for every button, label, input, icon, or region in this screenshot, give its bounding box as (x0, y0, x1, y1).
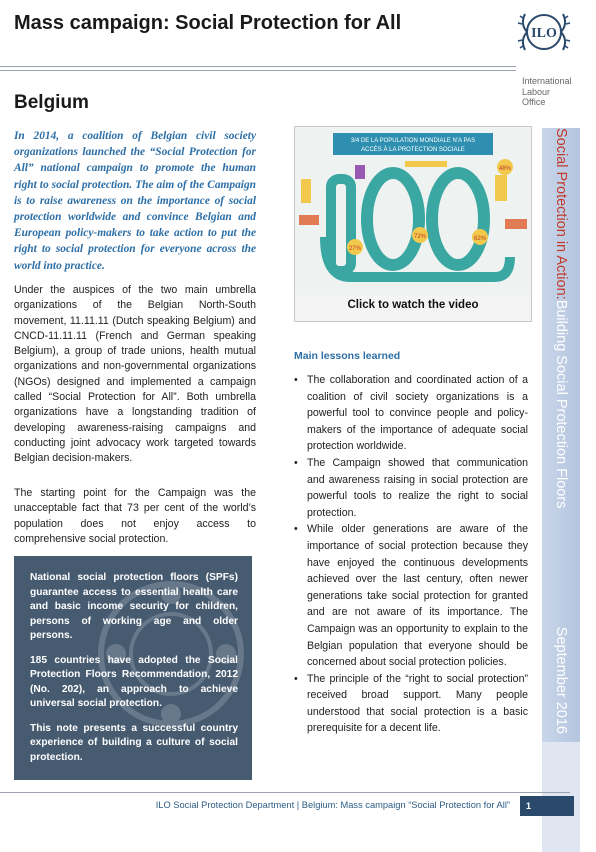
highlight-paragraph-1: National social protection floors (SPFs) guarantee access to essential health care and basic income security for children, persons of working age and older persons. (30, 572, 238, 641)
footer-divider (0, 792, 570, 793)
lessons-heading: Main lessons learned (294, 350, 401, 362)
bullet: • (294, 456, 298, 469)
campaign-infographic (295, 127, 531, 295)
list-item (294, 372, 528, 455)
lessons-list (294, 372, 528, 737)
page-number: 1 (520, 796, 574, 816)
video-thumbnail[interactable] (294, 126, 532, 322)
list-item (294, 671, 528, 737)
percent-label: 27% (348, 246, 362, 252)
percent-label: 48% (498, 166, 512, 172)
body-paragraph-1: Under the auspices of the two main umbrella organizations of the Belgian North-South movement, 11.11.11 (Dutch speaking Belgium) and CNCD-11.11.11 (French and German speaking Belgium), a group of trade unions, health mutual organizations and non-governmental organizations (NGOs) designed and implemented a campaign called “Social Protection for All”. Both umbrella organizations have a longstanding tradition of developing awareness-raising campaigns and conducting joint advocacy work targeted towards Belgian decision-makers. (14, 284, 256, 465)
svg-text:3/4 DE LA POPULATION MONDIALE: 3/4 DE LA POPULATION MONDIALE N’A PAS (350, 138, 476, 144)
list-item (294, 455, 528, 521)
org-line-2: Labour (522, 86, 551, 97)
lesson-text: The principle of the “right to social protection” received broad support. Many people understood that social protection is a basic prerequisite for a decent life. (307, 672, 528, 735)
ilo-logo-icon (517, 6, 571, 58)
bullet: • (294, 672, 298, 685)
watch-video-link[interactable]: Click to watch the video (347, 299, 479, 311)
body-paragraph-2: The starting point for the Campaign was the unacceptable fact that 73 per cent of the world’s population does not enjoy access to comprehensive social protection. (14, 487, 256, 545)
title-divider-secondary (0, 70, 516, 71)
country-heading: Belgium (14, 92, 89, 113)
highlight-text (30, 571, 238, 775)
lesson-text: The Campaign showed that communication and awareness raising in social protection are powerful tools to realize the right to social protection. (307, 456, 528, 519)
series-title-white: Building Social Protection Floors (553, 299, 569, 509)
percent-label: 62% (473, 236, 487, 242)
list-item (294, 521, 528, 670)
footer-text: ILO Social Protection Department | Belgium: Mass campaign “Social Protection for All” (155, 800, 510, 810)
percent-label: 72% (413, 234, 427, 240)
lesson-text: The collaboration and coordinated action of a coalition of civil society organizations is a powerful tool to convince people and policy-makers of the importance of adequate social protection worldwide. (307, 374, 528, 453)
intro-paragraph: In 2014, a coalition of Belgian civil society organizations launched the “Social Protection for All” national campaign to promote the human right to social protection. The aim of the Campaign is to raise awareness on the importance of social protection worldwide and convince Belgian and European policy-makers to take action to put the right to social protection for everyone across the world into practice. (14, 130, 256, 272)
highlight-paragraph-2: 185 countries have adopted the Social Protection Floors Recommendation, 2012 (No. 202), an approach to achieve universal social protection. (30, 654, 238, 709)
lesson-text: While older generations are aware of the importance of social protection because they have enjoyed the continuous developments achieved over the last century, often newer generations take social protection for granted and are not aware of its importance. The Campaign was an opportunity to explain to the Belgian population that everyone should be concerned about social protection policies. (307, 523, 528, 669)
series-title-red: Social Protection in Action: (553, 128, 569, 300)
organization-name (522, 76, 572, 108)
svg-text:ACCÈS À LA PROTECTION SOCIALE: ACCÈS À LA PROTECTION SOCIALE (361, 147, 465, 153)
logo-lettering: ILO (531, 26, 557, 41)
publication-date: September 2016 (553, 626, 569, 734)
org-line-1: International (522, 76, 572, 86)
highlight-box (14, 556, 252, 780)
bullet: • (294, 523, 298, 536)
highlight-paragraph-3: This note presents a successful country experience of building a culture of social protection. (30, 722, 238, 763)
document-title: Mass campaign: Social Protection for All (14, 12, 402, 34)
bullet: • (294, 374, 298, 386)
title-divider (0, 66, 516, 67)
org-line-3: Office (522, 97, 546, 107)
series-title-vertical (542, 128, 580, 742)
